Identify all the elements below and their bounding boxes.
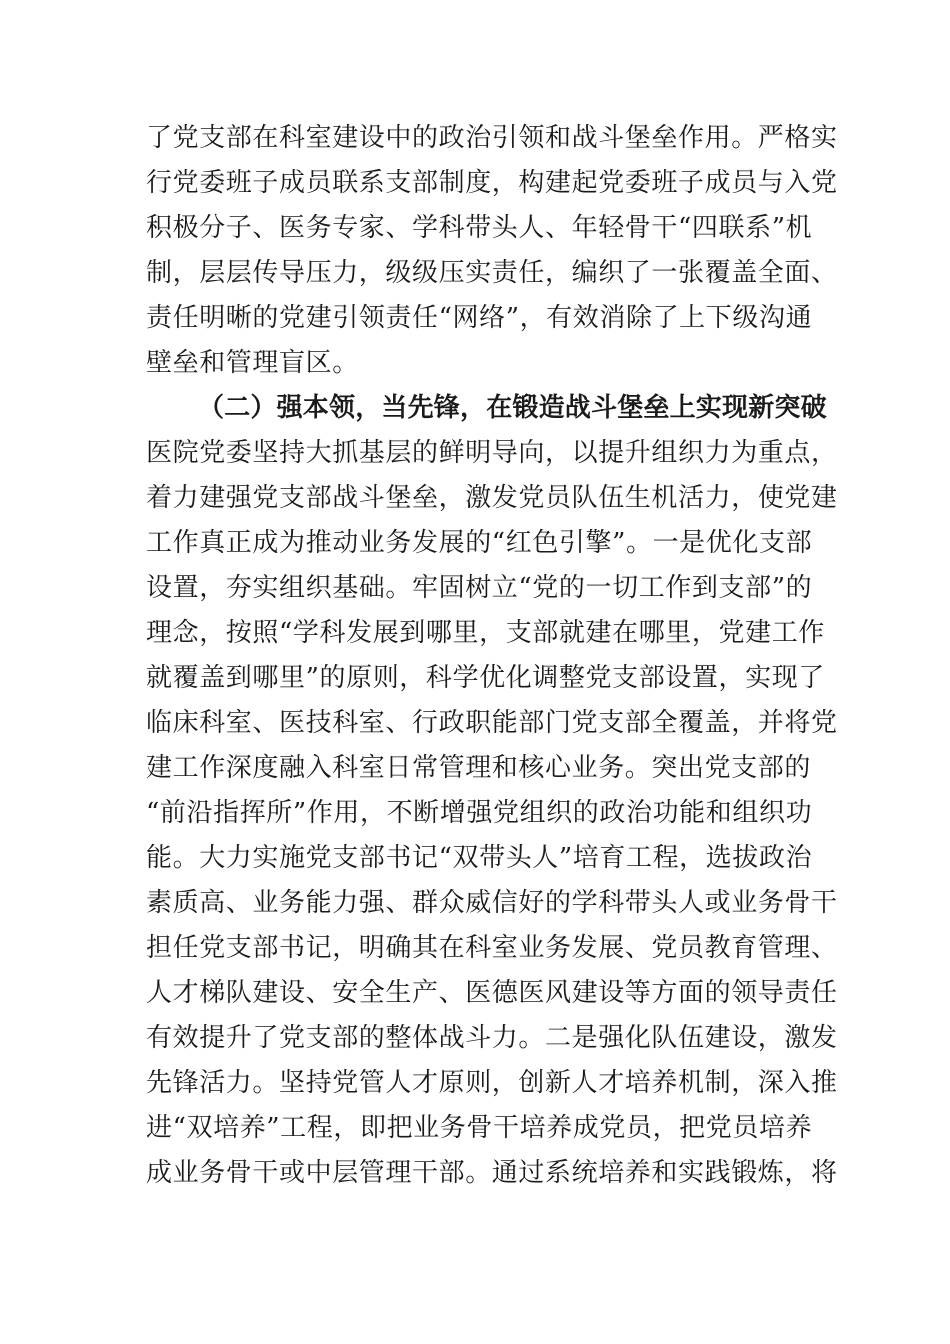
body-line: 担任党支部书记，明确其在科室业务发展、党员教育管理、 <box>146 933 838 963</box>
body-line: 积极分子、医务专家、学科带头人、年轻骨干“四联系”机 <box>146 213 813 243</box>
body-line: 理念，按照“学科发展到哪里，支部就建在哪里，党建工作 <box>146 618 825 648</box>
body-line: “前沿指挥所”作用，不断增强党组织的政治功能和组织功 <box>146 798 813 828</box>
body-line: 制，层层传导压力，级级压实责任，编织了一张覆盖全面、 <box>146 258 838 288</box>
body-line: 先锋活力。坚持党管人才原则，创新人才培养机制，深入推 <box>146 1068 838 1098</box>
body-line: 责任明晰的党建引领责任“网络”，有效消除了上下级沟通 <box>146 303 813 333</box>
body-line: 医院党委坚持大抓基层的鲜明导向，以提升组织力为重点， <box>146 438 838 468</box>
body-line: 设置，夯实组织基础。牢固树立“党的一切工作到支部”的 <box>146 573 813 603</box>
body-line: 工作真正成为推动业务发展的“红色引擎”。一是优化支部 <box>146 528 813 558</box>
body-line: 了党支部在科室建设中的政治引领和战斗堡垒作用。严格实 <box>146 123 838 153</box>
body-line: 人才梯队建设、安全生产、医德医风建设等方面的领导责任 <box>146 978 838 1008</box>
body-line: 建工作深度融入科室日常管理和核心业务。突出党支部的 <box>146 753 812 783</box>
body-line: 临床科室、医技科室、行政职能部门党支部全覆盖，并将党 <box>146 708 838 738</box>
body-line: 成业务骨干或中层管理干部。通过系统培养和实践锻炼，将 <box>146 1158 838 1188</box>
body-line: 能。大力实施党支部书记“双带头人”培育工程，选拔政治 <box>146 843 813 873</box>
section-heading: （二）强本领，当先锋，在锻造战斗堡垒上实现新突破 <box>198 393 827 423</box>
body-line: 有效提升了党支部的整体战斗力。二是强化队伍建设，激发 <box>146 1023 838 1053</box>
body-line: 就覆盖到哪里”的原则，科学优化调整党支部设置，实现了 <box>146 663 825 693</box>
body-line: 着力建强党支部战斗堡垒，激发党员队伍生机活力，使党建 <box>146 483 838 513</box>
body-line: 素质高、业务能力强、群众威信好的学科带头人或业务骨干 <box>146 888 838 918</box>
body-line: 行党委班子成员联系支部制度，构建起党委班子成员与入党 <box>146 168 838 198</box>
body-line: 壁垒和管理盲区。 <box>146 348 359 378</box>
body-line: 进“双培养”工程，即把业务骨干培养成党员，把党员培养 <box>146 1113 813 1143</box>
